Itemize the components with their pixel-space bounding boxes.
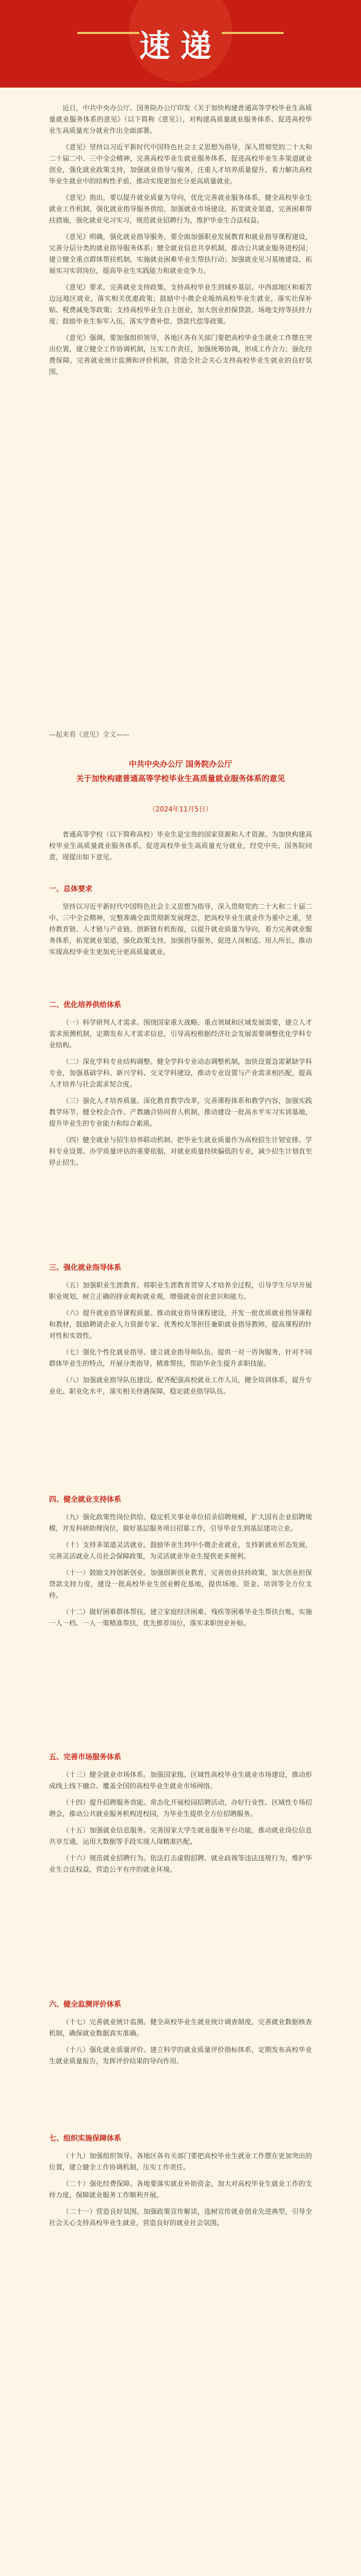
section-heading: 二、优化培养供给体系	[49, 1001, 121, 1009]
section-heading: 一、总体要求	[49, 885, 92, 893]
section-paragraph: （九）强化政策性岗位供给。稳定机关事业单位招录招聘规模，扩大国有企业招聘规模，开发科研助理岗位，做好基层服务项目招募工作，引导毕业生到基层建功立业。	[49, 1514, 312, 1533]
intro-paragraph: 《意见》要求，完善就业支持政策。支持高校毕业生到城乡基层、中西部地区和艰苦边远地区就业，落实相关优惠政策；鼓励中小微企业吸纳高校毕业生就业，落实社保补贴、税费减免等政策；支持高校毕业生自主创业，加大创业担保贷款、场地支持等扶持力度；鼓励毕业生参军入伍，落实学费补偿、贷款代偿等政策。	[49, 284, 312, 326]
section-paragraph: （十四）提升招聘服务效能。常态化开展校园招聘活动，办好行业性、区域性专场招聘会，推动公共就业服务机构进校园，为毕业生提供全方位招聘服务。	[49, 1799, 312, 1818]
section-paragraph: （十）支持多渠道灵活就业。鼓励毕业生到中小微企业就业，支持新就业形态发展，完善灵活就业人员社会保障政策，为灵活就业毕业生提供更多便利。	[49, 1541, 312, 1561]
section-paragraph: （二十）强化经费保障。各地要落实就业补助资金，加大对高校毕业生就业工作的支持力度，保障就业服务工作顺利开展。	[49, 2180, 312, 2199]
section-paragraph: （三）强化人才培养质量。深化教育教学改革，完善课程体系和教学内容，加强实践教学环节，健全校企合作、产教融合协同育人机制，推动建设一批高水平实习实训基地，提升毕业生的专业能力和综合素质。	[49, 1097, 312, 1128]
section-paragraph: （十八）强化就业质量评价。建立科学的就业质量评价指标体系，定期发布高校毕业生就业质量报告，发挥评价结果的导向作用。	[49, 2046, 312, 2065]
section-heading: 七、组织实施保障体系	[49, 2134, 121, 2143]
section-body	[49, 2151, 312, 2234]
section-paragraph: （十六）规范就业招聘行为。依法打击虚假招聘、就业歧视等违法违规行为，维护毕业生合法权益，营造公平有序的就业环境。	[49, 1855, 312, 1874]
section-paragraph: （十三）健全就业市场体系。加强国家级、区域性高校毕业生就业市场建设，推动形成线上线下融合、覆盖全国的高校毕业生就业市场网络。	[49, 1771, 312, 1790]
section-heading: 六、健全监测评价体系	[49, 2001, 121, 2009]
section-body	[49, 902, 312, 963]
section-body	[49, 1770, 312, 1881]
intro-paragraph: 《意见》明确，强化就业指导服务，要全面加强职业发展教育和就业指导课程建设，完善分层分类的就业指导服务体系；健全就业信息共享机制，推动公共就业服务进校园；建立健全重点群体帮扶机制，实施就业困难毕业生帮扶行动；加强就业见习基地建设，拓展实习实训岗位，提高毕业生实践能力和就业竞争力。	[49, 233, 312, 275]
section-paragraph: （十九）加强组织领导。各地区各有关部门要把高校毕业生就业工作摆在更加突出的位置，建立健全工作协调机制，压实工作责任。	[49, 2153, 312, 2172]
header-banner	[0, 0, 361, 88]
section-paragraph: （十二）做好困难群体帮扶。建立家庭经济困难、残疾等困难毕业生帮扶台账，实施一人一档、一人一策精准帮扶，优先推荐岗位，落实求职创业补贴。	[49, 1608, 312, 1628]
section-paragraph: （十一）鼓励支持创新创业。加强创新创业教育，完善创业扶持政策，加大创业担保贷款支持力度，建设一批高校毕业生创业孵化基地，提供场地、资金、培训等全方位支持。	[49, 1569, 312, 1600]
section-body	[49, 1018, 312, 1174]
section-paragraph: （四）健全就业与招生培养联动机制。把毕业生就业质量作为高校招生计划安排、学科专业设置、办学质量评估的重要依据，对就业质量持续偏低的专业，减少招生计划直至停止招生。	[49, 1137, 312, 1167]
section-paragraph: （十五）加强就业信息服务。完善国家大学生就业服务平台功能，推动就业岗位信息共享互通，运用大数据等手段实现人岗精准匹配。	[49, 1827, 312, 1846]
section-body	[49, 2017, 312, 2073]
section-heading: 三、强化就业指导体系	[49, 1264, 121, 1272]
section-paragraph: （一）科学研判人才需求。围绕国家重大战略、重点领域和区域发展需要，建立人才需求预测机制，定期发布人才需求信息，引导高校根据经济社会发展需要调整优化学科专业结构。	[49, 1019, 312, 1049]
section-paragraph: （六）提升就业指导课程质量。推动就业指导课程建设，开发一批优质就业指导课程和教材，鼓励聘请企业人力资源专家、优秀校友等担任兼职就业指导教师，提高课程的针对性和实效性。	[49, 1310, 312, 1340]
section-paragraph: （十七）完善就业统计监测。健全高校毕业生就业统计调查制度，完善就业数据核查机制，确保就业数据真实准确。	[49, 2019, 312, 2038]
section-paragraph: （二十一）营造良好氛围。加强政策宣传解读，选树宣传就业创业先进典型，引导全社会关心支持高校毕业生就业，营造良好的就业社会氛围。	[49, 2208, 312, 2227]
preface-paragraph: 普通高等学校（以下简称高校）毕业生是宝贵的国家资源和人才资源。为加快构建高校毕业生高质量就业服务体系，促进高校毕业生高质量充分就业，经党中央、国务院同意，现提出如下意见。	[49, 831, 312, 861]
doc-issuer: 中共中央办公厅 国务院办公厅	[128, 759, 233, 769]
section-paragraph: （七）强化个性化就业指导。建立就业指导师队伍，提供一对一咨询服务，针对不同群体毕业生的特点，开展分类指导、精准帮扶，帮助毕业生提升求职技能。	[49, 1349, 312, 1368]
section-heading: 五、完善市场服务体系	[49, 1753, 121, 1761]
intro-paragraph: 《意见》强调，要加强组织领导，各地区各有关部门要把高校毕业生就业工作摆在突出位置，建立健全工作协调机制，压实工作责任，加强统筹协调，形成工作合力；强化经费保障，完善就业统计监测和评价机制，营造全社会关心支持高校毕业生就业的良好氛围。	[49, 334, 312, 376]
doc-title: 关于加快构建普通高等学校毕业生高质量就业服务体系的意见	[76, 774, 285, 783]
section-paragraph: （八）加强就业指导队伍建设。配齐配强高校就业工作人员，健全培训体系，提升专业化、职业化水平，落实相关待遇保障，稳定就业指导队伍。	[49, 1377, 312, 1396]
intro-paragraph: 《意见》指出，要以提升就业质量为导向，优化完善就业服务体系，健全高校毕业生就业工作机制，强化就业指导服务供给，加强就业市场建设，拓宽就业渠道，完善困难帮扶措施，强化就业见习实习，规范就业招聘行为，维护毕业生合法权益。	[49, 194, 312, 225]
doc-date: （2024年11月5日）	[149, 806, 212, 814]
section-paragraph: 坚持以习近平新时代中国特色社会主义思想为指导，深入贯彻党的二十大和二十届二中、三中全会精神，完整准确全面贯彻新发展理念，把高校毕业生就业作为重中之重，坚持教育链、人才链与产业链、创新链有机衔接，以提升就业质量为导向，着力完善就业服务体系，拓宽就业渠道，强化政策支持，加强指导服务，促进人岗相适、用人所长，推动实现高校毕业生更加充分更高质量就业。	[49, 903, 312, 956]
intro-paragraph: 近日，中共中央办公厅、国务院办公厅印发《关于加快构建普通高等学校毕业生高质量就业服务体系的意见》（以下简称《意见》），对构建高质量就业服务体系、促进高校毕业生高质量充分就业作出全面部署。	[49, 105, 312, 135]
section-body	[49, 1280, 312, 1403]
preface-text	[49, 829, 312, 869]
separator-text: —起来看《意见》全文——	[49, 731, 130, 739]
section-heading: 四、健全就业支持体系	[49, 1496, 121, 1504]
intro-paragraph: 《意见》坚持以习近平新时代中国特色社会主义思想为指导，深入贯彻党的二十大和二十届二中、三中全会精神，完善高校毕业生就业服务体系，促进高校毕业生多渠道就业创业，强化就业政策支持，加强就业指导与服务，注重人才培养质量提升，着力解决高校毕业生就业中的结构性矛盾，推动实现更加充分更高质量就业。	[49, 144, 312, 185]
section-body	[49, 1512, 312, 1635]
section-paragraph: （二）深化学科专业结构调整。健全学科专业动态调整机制，加快设置急需紧缺学科专业，加强基础学科、新兴学科、交叉学科建设，推动专业设置与产业需求相匹配，提高人才培养与社会需求契合度。	[49, 1058, 312, 1089]
intro-text	[49, 103, 312, 383]
section-paragraph: （五）加强职业生涯教育。将职业生涯教育贯穿人才培养全过程，引导学生尽早开展职业规划，树立正确的择业观和就业观，增强就业创业意识和能力。	[49, 1282, 312, 1301]
banner-title: 速递	[139, 28, 222, 64]
